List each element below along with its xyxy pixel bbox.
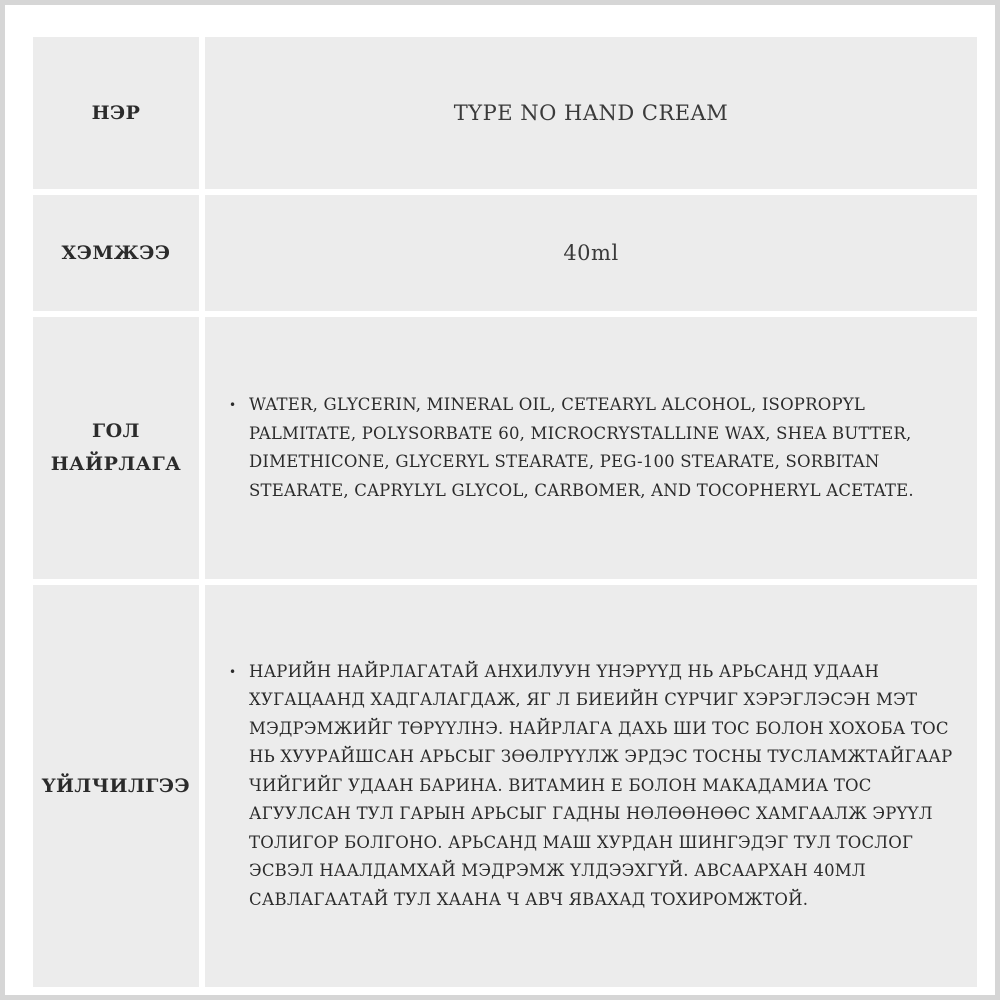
ingredients-label [51, 415, 182, 481]
usage-text: НАРИЙН НАЙРЛАГАТАЙ АНХИЛУУН ҮНЭРҮҮД НЬ АРЬСАНД УДААН ХУГАЦААНД ХАДГАЛАГДАЖ, ЯГ Л БИЕИЙН СҮРЧИГ ХЭРЭГЛЭСЭН МЭТ МЭДРЭМЖИЙГ ТӨРҮҮЛНЭ. НАЙРЛАГА ДАХЬ ШИ ТОС БОЛОН ХОХОБА ТОС НЬ ХУУРАЙШСАН АРЬСЫГ ЗӨӨЛРҮҮЛЖ ЭРДЭС ТОСНЫ ТУСЛАМЖТАЙГААР ЧИЙГИЙГ УДААН БАРИНА. ВИТАМИН Е БОЛОН МАКАДАМИА ТОС АГУУЛСАН ТУЛ ГАРЫН АРЬСЫГ ГАДНЫ НӨЛӨӨНӨӨС ХАМГААЛЖ ЭРҮҮЛ ТОЛИГОР БОЛГОНО. АРЬСАНД МАШ ХУРДАН ШИНГЭДЭГ ТУЛ ТОСЛОГ ЭСВЭЛ НААЛДАМХАЙ МЭДРЭМЖ ҮЛДЭЭХГҮЙ. АВСААРХАН 40МЛ САВЛАГААТАЙ ТУЛ ХААНА Ч АВЧ ЯВАХАД ТОХИРОМЖТОЙ. [249, 661, 953, 909]
name-value-cell [205, 37, 977, 189]
ingredients-text: WATER, GLYCERIN, MINERAL OIL, CETEARYL ALCOHOL, ISOPROPYL PALMITATE, POLYSORBATE 60, MICROCRYSTALLINE WAX, SHEA BUTTER, DIMETHICONE, GLYCERYL STEARATE, PEG-100 STEARATE, SORBITAN STEARATE, CAPRYLYL GLYCOL, CARBOMER, AND TOCOPHERYL ACETATE. [249, 395, 914, 500]
size-label: ХЭМЖЭЭ [61, 241, 171, 264]
name-label-cell [33, 37, 199, 189]
product-spec-table [33, 37, 977, 987]
size-value-cell [205, 195, 977, 311]
name-label: НЭР [91, 101, 141, 124]
ingredients-value-cell [205, 317, 977, 579]
usage-label-cell [33, 585, 199, 987]
size-label-cell [33, 195, 199, 311]
bullet-icon: • [229, 398, 237, 412]
usage-list-item [229, 658, 969, 915]
ingredients-label-line1: ГОЛ [92, 420, 140, 442]
product-size: 40ml [563, 241, 619, 265]
ingredients-list-item [229, 391, 964, 505]
product-name: TYPE NO HAND CREAM [453, 101, 729, 125]
ingredients-label-cell [33, 317, 199, 579]
usage-label: ҮЙЛЧИЛГЭЭ [41, 774, 191, 797]
usage-value-cell [205, 585, 977, 987]
bullet-icon: • [229, 664, 237, 679]
ingredients-label-line2: НАЙРЛАГА [50, 453, 182, 475]
